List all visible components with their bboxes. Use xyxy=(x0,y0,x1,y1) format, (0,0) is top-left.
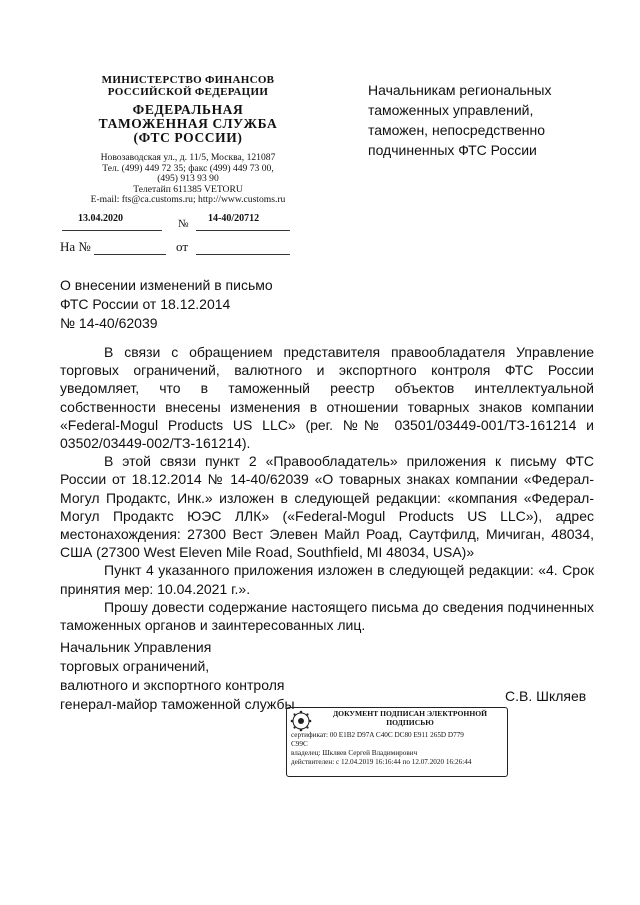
paragraph-1: В связи с обращением представителя правообладателя Управление торговых ограничений, валютного и экспортного контроля ФТС России уведомляет, что в таможенный реестр объектов интеллектуальной собственности внесены изменения в отношении товарных знаков компании «Federal-Mogul Products US LLC» (рег. №№ 03501/03449-001/ТЗ-161214 и 03502/03449-002/ТЗ-161214). xyxy=(60,344,594,452)
on-number-label: На № xyxy=(60,239,91,254)
service-line1: ФЕДЕРАЛЬНАЯ xyxy=(132,102,244,117)
addressee-line3: таможен, непосредственно xyxy=(368,122,546,138)
subject-line2: ФТС России от 18.12.2014 xyxy=(60,296,231,312)
email: E-mail: fts@ca.customs.ru; http://www.customs.ru xyxy=(90,194,286,206)
phone2: (495) 913 93 90 xyxy=(157,173,219,185)
number-underline xyxy=(196,230,290,231)
signatory-line3: валютного и экспортного контроля xyxy=(60,677,285,693)
addressee xyxy=(368,80,598,160)
registration-number: 14-40/20712 xyxy=(208,213,260,224)
addressee-line2: таможенных управлений, xyxy=(368,102,534,118)
paragraph-2: В этой связи пункт 2 «Правообладатель» приложения к письму ФТС России от 18.12.2014 № 14-40/62039 «О товарных знаках компании «Федерал-Могул Продактс, Инк.» изложен в следующей редакции: «компания «Федерал-Могул Продактс ЮЭС ЛЛК» («Federal-Mogul Products US LLC»), адрес местонахождения: 27300 Вест Элевен Майл Роад, Саутфилд, Мичиган, 48034, США (27300 West Eleven Mile Road, Southfield, MI 48034, USA)» xyxy=(60,453,594,561)
stamp-title-line2: ПОДПИСЬЮ xyxy=(386,717,434,727)
address: Новозаводская ул., д. 11/5, Москва, 121087 xyxy=(100,152,276,163)
date-underline xyxy=(62,230,162,231)
subject-line3: № 14-40/62039 xyxy=(60,315,158,331)
certificate-owner: владелец: Шкляев Сергей Владимирович xyxy=(291,749,418,758)
signatory-line2: торговых ограничений, xyxy=(60,658,210,674)
signatory-title xyxy=(60,638,320,714)
stamp-title-line1: ДОКУМЕНТ ПОДПИСАН ЭЛЕКТРОННОЙ xyxy=(332,709,488,718)
on-number-underline xyxy=(94,254,166,255)
ministry-line2: РОССИЙСКОЙ ФЕДЕРАЦИИ xyxy=(107,86,269,98)
service-line3: (ФТС РОССИИ) xyxy=(133,130,243,145)
from-underline xyxy=(196,254,290,255)
certificate-validity: действителен: с 12.04.2019 16:16:44 по 12.07.2020 16:26:44 xyxy=(291,758,472,767)
signatory-name: С.В. Шкляев xyxy=(505,688,587,704)
ministry-line1: МИНИСТЕРСТВО ФИНАНСОВ xyxy=(101,74,275,86)
certificate-number-tail: C99C xyxy=(291,740,308,749)
subject xyxy=(60,276,320,333)
ministry-name xyxy=(58,74,318,98)
certificate-number: сертификат: 00 E1B2 D97A C40C DC80 E911 265D D779 xyxy=(291,731,464,740)
paragraph-4: Прошу довести содержание настоящего письма до сведения подчиненных таможенных органов и заинтересованных лиц. xyxy=(60,598,594,634)
service-line2: ТАМОЖЕННАЯ СЛУЖБА xyxy=(98,116,278,131)
emblem-icon xyxy=(289,710,313,732)
number-sign: № xyxy=(178,218,189,230)
signatory-line4: генерал-майор таможенной службы xyxy=(60,696,295,712)
e-signature-stamp xyxy=(286,707,508,777)
letter-body xyxy=(60,343,594,634)
phone: Тел. (499) 449 72 35; факс (499) 449 73 00, xyxy=(102,162,274,174)
paragraph-3: Пункт 4 указанного приложения изложен в следующей редакции: «4. Срок принятия мер: 10.04.2021 г.». xyxy=(60,562,594,597)
stamp-title xyxy=(291,710,503,727)
from-label: от xyxy=(176,239,189,254)
addressee-line1: Начальникам региональных xyxy=(368,82,552,98)
subject-line1: О внесении изменений в письмо xyxy=(60,277,273,293)
registration-date: 13.04.2020 xyxy=(78,213,123,224)
contact-block xyxy=(58,153,318,206)
signatory-line1: Начальник Управления xyxy=(60,639,212,655)
addressee-line4: подчиненных ФТС России xyxy=(368,142,537,158)
service-name xyxy=(58,103,318,145)
telex: Телетайп 611385 VETORU xyxy=(133,183,243,195)
